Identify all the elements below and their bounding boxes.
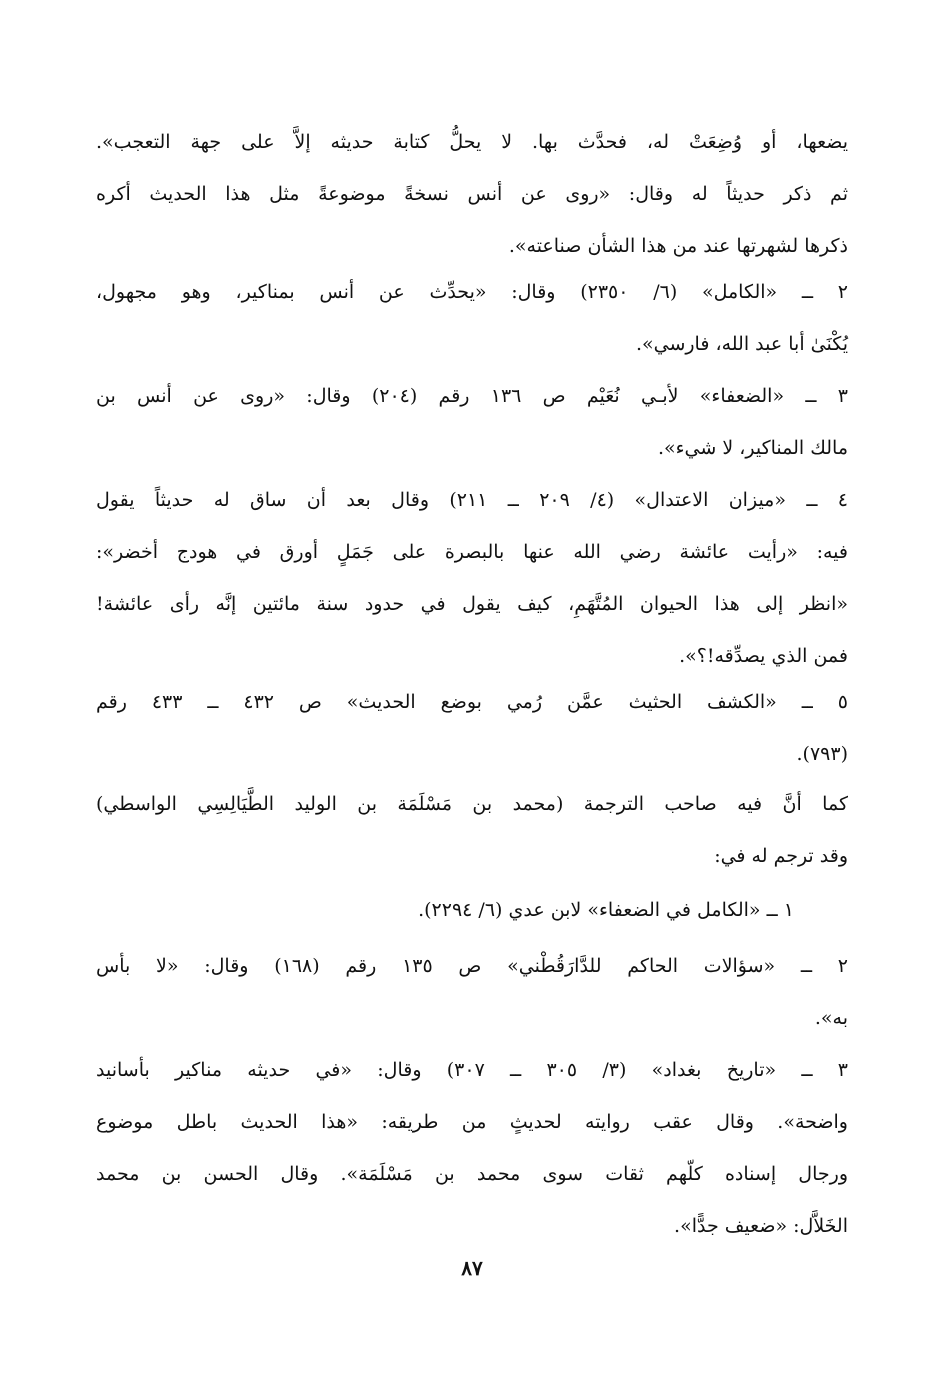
text-line: ٣ ــ «الضعفاء» لأبـي نُعَيْم ص ١٣٦ رقم (٢٠٤) وقال: «روى عن أنس بن <box>96 385 848 407</box>
paragraph-item-3-duafa <box>96 370 848 474</box>
text-line: ٤ ــ «ميزان الاعتدال» (٤/ ٢٠٩ ــ ٢١١) وقال بعد أن ساق له حديثاً يقول <box>96 489 848 511</box>
paragraph-item-2-kamil <box>96 266 848 370</box>
text-line: ٥ ــ «الكشف الحثيث عمَّن رُمي بوضع الحديث» ص ٤٣٢ ــ ٤٣٣ رقم <box>96 691 848 713</box>
text-line: الخَلاَّل: «ضعيف جدًّا». <box>674 1215 848 1237</box>
text-line: يضعها، أو وُضِعَتْ له، فحدَّث بها. لا يحلُّ كتابة حديثه إلاَّ على جهة التعجب». <box>96 131 848 153</box>
paragraph-item-4-mizan <box>96 474 848 682</box>
text-line: ذكرها لشهرتها عند من هذا الشأن صناعته». <box>508 235 848 257</box>
paragraph-ref-1-kamil <box>96 884 848 936</box>
text-line: ١ ــ «الكامل في الضعفاء» لابن عدي (٦/ ٢٢٩٤). <box>418 899 794 921</box>
text-line: ورجال إسناده كلّهم ثقات سوى محمد بن مَسْلَمَة». وقال الحسن بن محمد <box>96 1163 848 1185</box>
text-line: ثم ذكر حديثاً له وقال: «روى عن أنس نسخةً موضوعةً مثل هذا الحديث أكره <box>96 183 848 205</box>
text-line: واضحة». وقال عقب روايته لحديثٍ من طريقه: «هذا الحديث باطل موضوع <box>96 1111 848 1133</box>
text-line: يُكْنَىٰ أبا عبد الله، فارسي». <box>635 333 848 355</box>
text-line: ٢ ــ «الكامل» (٦/ ٢٣٥٠) وقال: «يحدِّث عن أنس بمناكير، وهو مجهول، <box>96 281 848 303</box>
paragraph-second-narrator <box>96 778 848 882</box>
text-line: ٣ ــ «تاريخ بغداد» (٣/ ٣٠٥ ــ ٣٠٧) وقال: «في حديثه مناكير بأسانيد <box>96 1059 848 1081</box>
paragraph-intro <box>96 116 848 272</box>
text-line: (٧٩٣). <box>796 743 848 765</box>
text-line: ٢ ــ «سؤالات الحاكم للدَّارَقُطْني» ص ١٣٥ رقم (١٦٨) وقال: «لا بأس <box>96 955 848 977</box>
text-line: وقد ترجم له في: <box>714 845 848 867</box>
text-line: كما أنَّ فيه صاحب الترجمة (محمد بن مَسْلَمَة بن الوليد الطَّيَالِسِي الواسطي) <box>96 793 848 815</box>
text-line: به». <box>814 1007 848 1029</box>
page-number: ٨٧ <box>461 1256 483 1280</box>
paragraph-ref-3-tarikh-baghdad <box>96 1044 848 1252</box>
text-line: فيه: «رأيت عائشة رضي الله عنها بالبصرة على جَمَلٍ أورق في هودج أخضر»: <box>96 541 848 563</box>
text-line: مالك المناكير، لا شيء». <box>657 437 848 459</box>
paragraph-ref-2-suaalat <box>96 940 848 1044</box>
paragraph-item-5-kashf <box>96 676 848 780</box>
text-line: فمن الذي يصدِّقه!؟». <box>679 645 848 667</box>
text-line: «انظر إلى هذا الحيوان المُتَّهَمِ، كيف يقول في حدود سنة مائتين إنَّه رأى عائشة! <box>96 593 848 615</box>
